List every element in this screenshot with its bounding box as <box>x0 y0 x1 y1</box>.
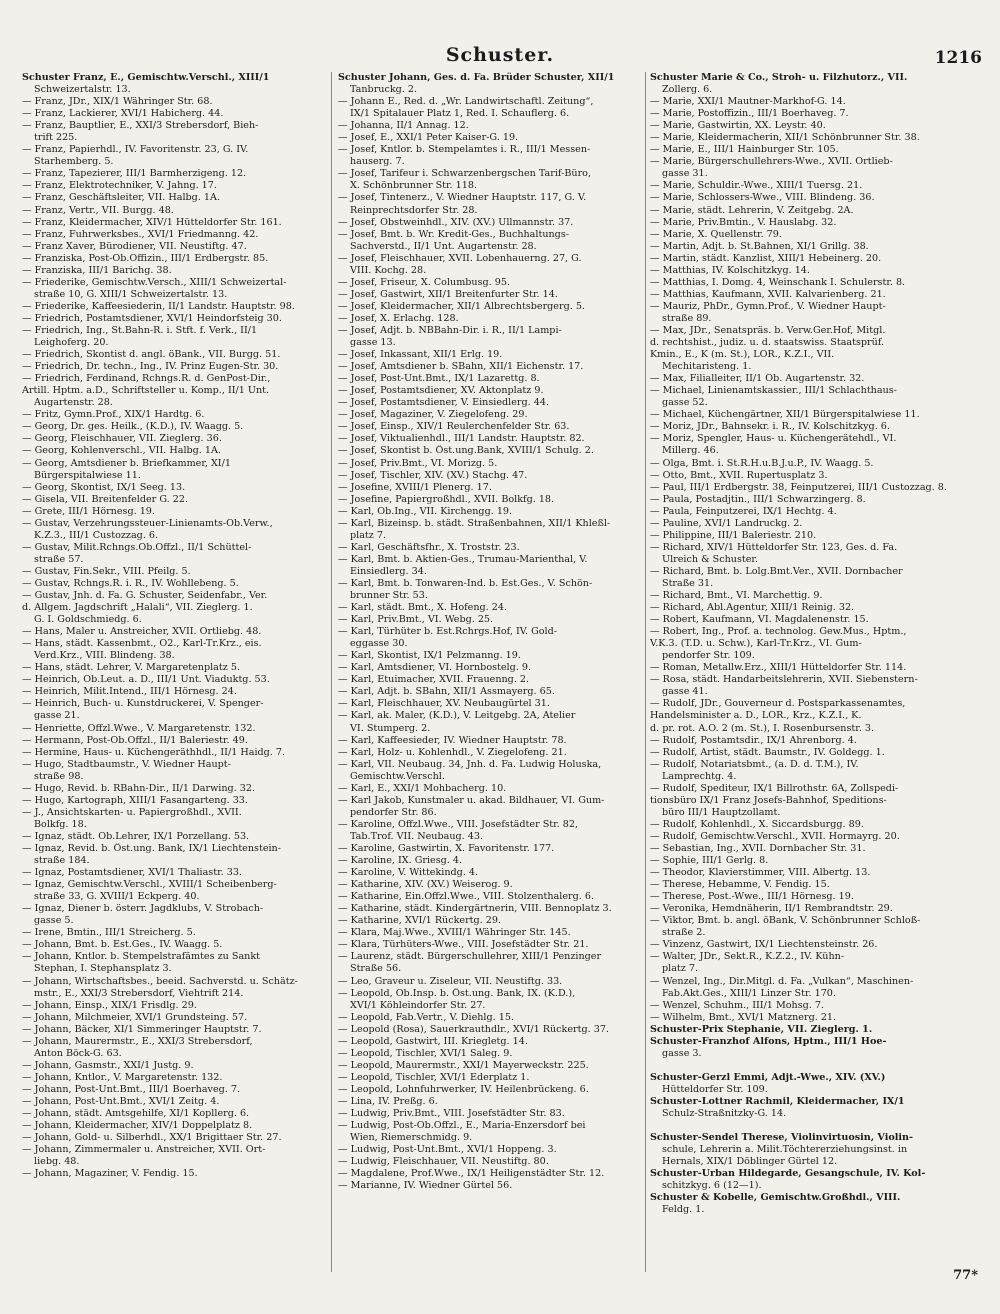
directory-entry-line: — Rudolf, Kohlenhdl., X. Siccardsburgg. 89. <box>650 818 864 830</box>
directory-entry-line: — Karoline, IX. Griesg. 4. <box>338 855 463 867</box>
directory-entry-line: — Sophie, III/1 Gerlg. 8. <box>650 855 769 867</box>
directory-entry-line: — Johann, Magaziner, V. Fendig. 15. <box>22 1168 198 1180</box>
directory-entry-line: — Georg, Skontist, IX/1 Seeg. 13. <box>22 481 186 493</box>
directory-entry-line: — Johann E., Red. d. „Wr. Landwirtschaftl. Zeitung“, <box>338 96 594 108</box>
directory-entry-line: — Theodor, Klavierstimmer, VIII. Albertg. 13. <box>650 867 871 879</box>
directory-entry-line: — Josef, Amtsdiener b. SBahn, XII/1 Eichenstr. 17. <box>338 361 584 373</box>
directory-entry-line: — Franz Xaver, Bürodiener, VII. Neustiftg. 47. <box>22 240 247 252</box>
directory-entry-line: — Karl, Fleischhauer, XV. Neubaugürtel 31. <box>338 698 550 710</box>
directory-entry-line: — Georg, Fleischhauer, VII. Zieglerg. 36. <box>22 433 222 445</box>
directory-entry-line: Schweizertalstr. 13. <box>34 84 131 96</box>
directory-entry-line: — Moriz, Spengler, Haus- u. Küchengerätehdl., VI. <box>650 433 897 445</box>
directory-entry-line: Schulz-Straßnitzky-G. 14. <box>662 1108 787 1120</box>
directory-entry-line: straße 184. <box>34 855 90 867</box>
directory-entry-line: — Rudolf, Notariatsbmt., (a. D. d. T.M.), IV. <box>650 758 859 770</box>
directory-entry-line: — Lina, IV. Preßg. 6. <box>338 1095 438 1107</box>
directory-entry-line: Kmin., E., K (m. St.), LOR., K.Z.I., VII. <box>650 349 835 361</box>
directory-entry-line: — Johann, Maurermstr., E., XXI/3 Strebersdorf, <box>22 1035 253 1047</box>
directory-entry-line: — Karl, Adjt. b. SBahn, XII/1 Assmayerg. 65. <box>338 686 555 698</box>
directory-entry-line: — Josefine, Papiergroßhdl., XVII. Bolkfg. 18. <box>338 493 555 505</box>
directory-entry-line: — Marie, städt. Lehrerin, V. Zeitgebg. 2A. <box>650 204 854 216</box>
directory-entry-line: — Karoline, Offzl.Wwe., VIII. Josefstädter Str. 82, <box>338 818 579 830</box>
directory-entry-line: — Richard, XIV/1 Hütteldorfer Str. 123, Ges. d. Fa. <box>650 541 898 553</box>
directory-entry-line: Fab.Akt.Ges., XIII/1 Linzer Str. 170. <box>662 987 836 999</box>
directory-entry-line: Straße 56. <box>350 963 402 975</box>
directory-entry-line: — Katharine, städt. Kindergärtnerin, VIII. Bennoplatz 3. <box>338 903 612 915</box>
directory-entry-line: — Johann, Kleidermacher, XIV/1 Doppelplatz 8. <box>22 1120 253 1132</box>
directory-entry-line: gasse 41. <box>662 686 708 698</box>
directory-entry-line: — Max, Filialleiter, II/1 Ob. Augartenstr. 32. <box>650 373 865 385</box>
directory-entry-line: — Karl, Amtsdiener, VI. Hornbostelg. 9. <box>338 662 532 674</box>
directory-entry-line: — Ludwig, Fleischhauer, VII. Neustiftg. 80. <box>338 1156 549 1168</box>
directory-entry-line: straße 33, G. XVIII/1 Eckperg. 40. <box>34 891 200 903</box>
directory-entry-line: — Johann, städt. Amtsgehilfe, XI/1 Kopllerg. 6. <box>22 1108 250 1120</box>
directory-entry-line: Tab.Trof. VII. Neubaug. 43. <box>350 830 484 842</box>
page-header-title: Schuster. <box>445 44 555 66</box>
directory-entry-line: — Franz, Fuhrwerksbes., XVI/1 Friedmanng. 42. <box>22 228 259 240</box>
directory-entry-line: — Karl, städt. Bmt., X. Hofeng. 24. <box>338 602 508 614</box>
directory-entry-line: — Katharine, Ein.Offzl.Wwe., VIII. Stolzenthalerg. 6. <box>338 891 595 903</box>
directory-entry-line: straße 10, G. XIII/1 Schweizertalstr. 13. <box>34 288 228 300</box>
directory-entry-line: — Marianne, IV. Wiedner Gürtel 56. <box>338 1180 513 1192</box>
directory-entry-line: — Johann, Bäcker, XI/1 Simmeringer Hauptstr. 7. <box>22 1023 262 1035</box>
directory-entry-line: Hernals, XIX/1 Döblinger Gürtel 12. <box>662 1156 838 1168</box>
directory-entry-line: Augartenstr. 28. <box>34 397 113 409</box>
directory-entry-line: Ulreich & Schuster. <box>662 553 759 565</box>
directory-entry-line: straße 2. <box>662 927 706 939</box>
directory-entry-line: — Karl, Geschäftsfhr., X. Troststr. 23. <box>338 541 520 553</box>
directory-entry-line: VIII. Kochg. 28. <box>350 264 427 276</box>
directory-entry-line: XVI/1 Köhleindorfer Str. 27. <box>350 999 486 1011</box>
directory-entry-line: — Ignaz, Gemischtw.Verschl., XVIII/1 Scheibenberg- <box>22 879 277 891</box>
directory-entry-line: — Josef, Tintenerz., V. Wiedner Hauptstr. 117, G. V. <box>338 192 587 204</box>
directory-entry-line: gasse 13. <box>350 337 396 349</box>
directory-entry-line: — Rudolf, Postamtsdir., IX/1 Ahrenborg. 4. <box>650 734 857 746</box>
directory-entry-head: Schuster-Gerzl Emmi, Adjt.-Wwe., XIV. (XV.) <box>650 1071 886 1083</box>
directory-entry-line: — Matthias, IV. Kolschitzkyg. 14. <box>650 264 810 276</box>
directory-entry-line: — Wilhelm, Bmt., XVI/1 Matznerg. 21. <box>650 1011 837 1023</box>
directory-entry-line: — Josef, Bmt. b. Wr. Kredit-Ges., Buchhaltungs- <box>338 228 569 240</box>
directory-entry-line: — Viktor, Bmt. b. angl. öBank, V. Schönbrunner Schloß- <box>650 915 921 927</box>
directory-entry-line: — Klara, Maj.Wwe., XVIII/1 Währinger Str. 145. <box>338 927 571 939</box>
directory-entry-line: Stephan, I. Stephansplatz 3. <box>34 963 172 975</box>
directory-entry-line: — Karl, Bmt. b. Tonwaren-Ind. b. Est.Ges., V. Schön- <box>338 577 593 589</box>
directory-entry-line: X. Schönbrunner Str. 118. <box>350 180 478 192</box>
directory-entry-line: — Friederike, Kaffeesiederin, II/1 Landstr. Hauptstr. 98. <box>22 300 295 312</box>
directory-entry-line: — Johann, Gasmstr., XXI/1 Justg. 9. <box>22 1059 194 1071</box>
directory-entry-line: — Johann, Milchmeier, XVI/1 Grundsteing. 57. <box>22 1011 248 1023</box>
directory-entry-line: Feldg. 1. <box>662 1204 705 1216</box>
directory-entry-line: — Marie, XXI/1 Mautner-Markhof-G. 14. <box>650 96 846 108</box>
directory-entry-line: — Karl, VII. Neubaug. 34, Jnh. d. Fa. Ludwig Holuska, <box>338 758 602 770</box>
directory-entry-line: — Johann, Wirtschaftsbes., beeid. Sachverstd. u. Schätz- <box>22 975 298 987</box>
directory-entry-line: — Ludwig, Priv.Bmt., VIII. Josefstädter Str. 83. <box>338 1108 565 1120</box>
directory-entry-line: — Friedrich, Skontist d. angl. öBank., VII. Burgg. 51. <box>22 349 281 361</box>
directory-entry-line: — Rudolf, JDr., Gouverneur d. Postsparkassenamtes, <box>650 698 906 710</box>
directory-entry-line: — Johanna, II/1 Annag. 12. <box>338 120 469 132</box>
directory-entry-line: — Rudolf, Spediteur, IX/1 Billrothstr. 6A, Zollspedi- <box>650 782 899 794</box>
directory-entry-line: Bürgerspitalwiese 11. <box>34 469 141 481</box>
directory-entry-line: — Johann, Kntlor., V. Margaretenstr. 132. <box>22 1071 223 1083</box>
directory-column-1 <box>22 72 322 1262</box>
directory-entry-line: — Philippine, III/1 Baleriestr. 210. <box>650 529 817 541</box>
directory-entry-line: — Leopold (Rosa), Sauerkrauthdlr., XVI/1 Rückertg. 37. <box>338 1023 609 1035</box>
directory-entry-line: straße 98. <box>34 770 84 782</box>
directory-entry-line: — Josef, Tischler, XIV. (XV.) Stachg. 47. <box>338 469 528 481</box>
directory-column-3 <box>650 72 950 1262</box>
directory-entry-line: platz 7. <box>662 963 699 975</box>
directory-entry-line: d. Allgem. Jagdschrift „Halali“, VII. Zieglerg. 1. <box>22 602 253 614</box>
directory-entry-line: — Friedrich, Ferdinand, Rchngs.R. d. GenPost-Dir., <box>22 373 271 385</box>
directory-entry-line: — Josef, Adjt. b. NBBahn-Dir. i. R., II/1 Lampi- <box>338 324 562 336</box>
directory-entry-line: — Josef, Postamtsdiener, V. Einsiedlerg. 44. <box>338 397 550 409</box>
directory-entry-line: Starhemberg. 5. <box>34 156 114 168</box>
directory-entry-line: — Olga, Bmt. i. St.R.H.u.B.J.u.P., IV. Waagg. 5. <box>650 457 874 469</box>
directory-entry-line: — Katharine, XIV. (XV.) Weiserog. 9. <box>338 879 513 891</box>
directory-entry-line: — Mauriz, PhDr., Gymn.Prof., V. Wiedner Haupt- <box>650 300 886 312</box>
directory-entry-head: Schuster Marie & Co., Stroh- u. Filzhutorz., VII. <box>650 72 908 83</box>
directory-entry-line: — Martin, städt. Kanzlist, XIII/1 Hebeinerg. 20. <box>650 252 882 264</box>
directory-entry-line: VI. Stumperg. 2. <box>350 722 431 734</box>
footer-signature: 77* <box>953 1268 978 1283</box>
directory-entry-line: — Irene, Bmtin., III/1 Streicherg. 5. <box>22 927 196 939</box>
directory-entry-line: eggasse 30. <box>350 638 408 650</box>
directory-entry-line: — Josef, Post-Unt.Bmt., IX/1 Lazarettg. 8. <box>338 373 540 385</box>
directory-entry-line: — Grete, III/1 Hörnesg. 19. <box>22 505 155 517</box>
directory-entry-line: — Michael, Linienamtskassier., III/1 Schlachthaus- <box>650 385 897 397</box>
directory-entry-line: — Karl Jakob, Kunstmaler u. akad. Bildhauer, VI. Gum- <box>338 794 605 806</box>
directory-entry-line: — Henriette, Offzl.Wwe., V. Margaretenstr. 132. <box>22 722 256 734</box>
directory-entry-line: straße 89. <box>662 312 712 324</box>
directory-entry-line: — Karl, Kaffeesieder, IV. Wiedner Hauptstr. 78. <box>338 734 567 746</box>
directory-entry-line: — Karoline, V. Wittekindg. 4. <box>338 867 479 879</box>
directory-entry-line: Reinprechtsdorfer Str. 28. <box>350 204 478 216</box>
directory-entry-line: — Josef, Friseur, X. Columbusg. 95. <box>338 276 511 288</box>
directory-entry-line: — Franz, Vertr., VII. Burgg. 48. <box>22 204 174 216</box>
directory-entry-line: tionsbüro IX/1 Franz Josefs-Bahnhof, Speditions- <box>650 794 887 806</box>
directory-entry-line: — Karl, Bmt. b. Aktien-Ges., Trumau-Marienthal, V. <box>338 553 588 565</box>
directory-entry-line: — Leopold, Tischler, XVI/1 Ederplatz 1. <box>338 1071 530 1083</box>
directory-entry-line: Artill. Hptm. a.D., Schriftsteller u. Komp., II/1 Unt. <box>22 385 270 397</box>
directory-entry-line: — Richard, Abl.Agentur, XIII/1 Reinig. 32. <box>650 602 855 614</box>
directory-entry-line: — Johann, Einsp., XIX/1 Frisdlg. 29. <box>22 999 197 1011</box>
directory-entry-line: — Johann, Post-Unt.Bmt., XVI/1 Zeitg. 4. <box>22 1095 220 1107</box>
directory-entry-line: — Robert, Kaufmann, VI. Magdalenenstr. 15. <box>650 614 869 626</box>
directory-entry-line: — Josefine, XVIII/1 Plenerg. 17. <box>338 481 492 493</box>
directory-entry-line: — Robert, Ing., Prof. a. technolog. Gew.Mus., Hptm., <box>650 626 907 638</box>
directory-entry-line: — Wenzel, Ing., Dir.Mitgl. d. Fa. „Vulkan“, Maschinen- <box>650 975 914 987</box>
directory-entry-line: — Josef, Postamtsdiener, XV. Aktonplatz 9. <box>338 385 544 397</box>
directory-entry-line: — Karl, Ob.Ing., VII. Kirchengg. 19. <box>338 505 513 517</box>
directory-entry-line: — Ludwig, Post-Unt.Bmt., XVI/1 Hoppeng. 3. <box>338 1144 557 1156</box>
directory-entry-line: platz 7. <box>350 529 387 541</box>
directory-entry-line: — Gustav, Rchngs.R. i. R., IV. Wohllebeng. 5. <box>22 577 239 589</box>
directory-entry-line: — Wenzel, Schuhm., III/1 Mohsg. 7. <box>650 999 825 1011</box>
directory-entry-line: — Leopold, Ob.Insp. b. Öst.ung. Bank, IX. (K.D.), <box>338 987 576 999</box>
directory-entry-line: — Georg, Amtsdiener b. Briefkammer, XI/1 <box>22 457 231 469</box>
directory-entry-line: — Walter, JDr., Sekt.R., K.Z.2., IV. Kühn- <box>650 951 845 963</box>
directory-entry-line: — Josef, Skontist b. Öst.ung.Bank, XVIII/1 Schulg. 2. <box>338 445 594 457</box>
directory-entry-line: — Hugo, Stadtbaumstr., V. Wiedner Haupt- <box>22 758 231 770</box>
directory-entry-head: Schuster-Franzhof Alfons, Hptm., III/1 Hoe- <box>650 1035 887 1047</box>
directory-entry-line: gasse 3. <box>662 1047 702 1059</box>
directory-entry-line: — Josef, X. Erlachg. 128. <box>338 312 459 324</box>
directory-entry-line: — Fritz, Gymn.Prof., XIX/1 Hardtg. 6. <box>22 409 205 421</box>
directory-entry-line: — Marie, Kleidermacherin, XII/1 Schönbrunner Str. 38. <box>650 132 920 144</box>
directory-entry-line: — Hans, städt. Lehrer, V. Margaretenplatz 5. <box>22 662 241 674</box>
directory-entry-line: — Rosa, städt. Handarbeitslehrerin, XVII. Siebenstern- <box>650 674 918 686</box>
directory-entry-line: büro III/1 Hauptzollamt. <box>662 806 781 818</box>
directory-entry-line: — Karl, Türhüter b. Est.Rchrgs.Hof, IV. Gold- <box>338 626 558 638</box>
directory-entry-line: — Friedrich, Ing., St.Bahn-R. i. Stft. f. Verk., II/1 <box>22 324 258 336</box>
directory-entry-line: — Rudolf, Artist, städt. Baumstr., IV. Goldegg. 1. <box>650 746 885 758</box>
directory-entry-line: — Ludwig, Post-Ob.Offzl., E., Maria-Enzersdorf bei <box>338 1120 586 1132</box>
directory-entry-line: — Johann, Gold- u. Silberhdl., XX/1 Brigittaer Str. 27. <box>22 1132 282 1144</box>
directory-entry-line: — Katharine, XVI/1 Rückertg. 29. <box>338 915 502 927</box>
directory-entry-line: d. rechtshist., judiz. u. d. staatswiss. Staatsprüf. <box>650 337 885 349</box>
directory-entry-line: Gemischtw.Verschl. <box>350 770 445 782</box>
directory-entry-line: — Marie, E., III/1 Hainburger Str. 105. <box>650 144 839 156</box>
directory-entry-line: pendorfer Str. 109. <box>662 650 755 662</box>
directory-entry-line: — Karl, Etuimacher, XVII. Frauenng. 2. <box>338 674 530 686</box>
directory-entry-line: — Johann, Kntlor. b. Stempelstrafämtes zu Sankt <box>22 951 261 963</box>
directory-entry-line: — Veronika, Hemdnäherin, II/1 Rembrandtstr. 29. <box>650 903 893 915</box>
directory-entry-line: — Josef, Tarifeur i. Schwarzenbergschen Tarif-Büro, <box>338 168 592 180</box>
directory-entry-line: — Hugo, Kartograph, XIII/1 Fasangarteng. 33. <box>22 794 248 806</box>
directory-entry-line: — Moriz, JDr., Bahnsekr. i. R., IV. Kolschitzkyg. 6. <box>650 421 890 433</box>
directory-entry-line: — Josef, Obstweinhdl., XIV. (XV.) Ullmannstr. 37. <box>338 216 574 228</box>
directory-entry-line: — Paula, Feinputzerei, IX/1 Hechtg. 4. <box>650 505 837 517</box>
directory-entry-line: IX/1 Spitalauer Platz 1, Red. I. Schauflerg. 6. <box>350 108 570 120</box>
directory-entry-line: — Max, JDr., Senatspräs. b. Verw.Ger.Hof, Mitgl. <box>650 324 886 336</box>
directory-entry-line: — Otto, Bmt., XVII. Rupertusplatz 3. <box>650 469 828 481</box>
directory-entry-line: — Hugo, Revid. b. RBahn-Dir., II/1 Darwing. 32. <box>22 782 256 794</box>
directory-entry-line: — Karl, Bizeinsp. b. städt. Straßenbahnen, XII/1 Khleßl- <box>338 517 611 529</box>
directory-entry-line: — Georg, Dr. ges. Heilk., (K.D.), IV. Waagg. 5. <box>22 421 244 433</box>
directory-entry-head: Schuster-Sendel Therese, Violinvirtuosin, Violin- <box>650 1132 913 1144</box>
directory-entry-line: Hütteldorfer Str. 109. <box>662 1083 768 1095</box>
directory-entry-line: — Josef, E., XXI/1 Peter Kaiser-G. 19. <box>338 132 519 144</box>
directory-entry-line: — Franz, Papierhdl., IV. Favoritenstr. 23, G. IV. <box>22 144 249 156</box>
directory-entry-line: — Johann, Bmt. b. Est.Ges., IV. Waagg. 5. <box>22 939 223 951</box>
directory-entry-line: schitzkyg. 6 (12—1). <box>662 1180 762 1192</box>
directory-entry-line: Einsiedlerg. 34. <box>350 565 427 577</box>
directory-entry-line: — Hans, Maler u. Anstreicher, XVII. Ortliebg. 48. <box>22 626 262 638</box>
directory-entry-line: — J., Ansichtskarten- u. Papiergroßhdl., XVII. <box>22 806 242 818</box>
directory-entry-head: Schuster-Prix Stephanie, VII. Zieglerg. 1. <box>650 1023 873 1035</box>
directory-entry-line: Mechitaristeng. 1. <box>662 361 752 373</box>
directory-entry-line: gasse 21. <box>34 710 80 722</box>
directory-entry-line: — Leopold, Tischler, XVI/1 Saleg. 9. <box>338 1047 513 1059</box>
directory-entry-line: Lamprechtg. 4. <box>662 770 737 782</box>
directory-entry-line: — Karl, Priv.Bmt., VI. Webg. 25. <box>338 614 494 626</box>
directory-entry-line <box>650 1120 950 1132</box>
directory-entry-line: — Josef, Magaziner, V. Ziegelofeng. 29. <box>338 409 528 421</box>
directory-entry-line: — Ignaz, Postamtsdiener, XVI/1 Thaliastr. 33. <box>22 867 242 879</box>
directory-entry-line: — Marie, Gastwirtin, XX. Leystr. 40. <box>650 120 826 132</box>
directory-entry-line: d. pr. rot. A.O. 2 (m. St.), I. Rosenbursenstr. 3. <box>650 722 875 734</box>
directory-entry-line: Verd.Krz., VIII. Blindeng. 38. <box>34 650 175 662</box>
directory-entry-line: — Martin, Adjt. b. St.Bahnen, XI/1 Grillg. 38. <box>650 240 869 252</box>
directory-entry-line: straße 57. <box>34 553 84 565</box>
directory-entry-line: — Ignaz, Diener b. österr. Jagdklubs, V. Strobach- <box>22 903 264 915</box>
directory-entry-line: — Josef, Kleidermacher, XII/1 Albrechtsbergerg. 5. <box>338 300 585 312</box>
directory-entry-line: — Karl, E., XXI/1 Mohbacherg. 10. <box>338 782 507 794</box>
directory-entry-line: — Rudolf, Gemischtw.Verschl., XVII. Hormayrg. 20. <box>650 830 900 842</box>
directory-entry-line: — Klara, Türhüters-Wwe., VIII. Josefstädter Str. 21. <box>338 939 589 951</box>
directory-entry-line: Bolkfg. 18. <box>34 818 87 830</box>
directory-entry-line: — Franz, Elektrotechniker, V. Jahng. 17. <box>22 180 217 192</box>
directory-entry-line: Leighoferg. 20. <box>34 337 109 349</box>
directory-entry-head: Schuster-Urban Hildegarde, Gesangschule, IV. Kol- <box>650 1168 926 1180</box>
directory-entry-line: — Matthias, Kaufmann, XVII. Kalvarienberg. 21. <box>650 288 886 300</box>
directory-entry-line: gasse 52. <box>662 397 708 409</box>
column-divider <box>331 72 332 1272</box>
directory-entry-line: — Johann, Post-Unt.Bmt., III/1 Boerhaveg. 7. <box>22 1083 241 1095</box>
directory-entry-line: — Marie, Bürgerschullehrers-Wwe., XVII. Ortlieb- <box>650 156 893 168</box>
page-number: 1216 <box>934 48 982 68</box>
directory-entry-line: — Karl, ak. Maler, (K.D.), V. Leitgebg. 2A, Atelier <box>338 710 576 722</box>
directory-entry-line: — Gustav, Fin.Sekr., VIII. Pfeilg. 5. <box>22 565 191 577</box>
directory-entry-line: — Karoline, Gastwirtin, X. Favoritenstr. 177. <box>338 843 555 854</box>
directory-entry-line: — Friedrich, Postamtsdiener, XVI/1 Heindorfsteig 30. <box>22 312 282 324</box>
directory-entry-line: — Hermine, Haus- u. Küchengeräthhdl., II/1 Haidg. 7. <box>22 746 286 758</box>
directory-entry-line: — Franziska, III/1 Barichg. 38. <box>22 264 172 276</box>
directory-entry-line: K.Z.3., III/1 Custozzag. 6. <box>34 529 159 541</box>
directory-entry-line: — Josef, Viktualienhdl., III/1 Landstr. Hauptstr. 82. <box>338 433 585 445</box>
directory-entry-head: Schuster Franz, E., Gemischtw.Verschl., XIII/1 <box>22 72 270 83</box>
directory-entry-line: — Roman, Metallw.Erz., XIII/1 Hütteldorfer Str. 114. <box>650 662 907 674</box>
column-divider <box>645 72 646 1272</box>
directory-entry-line: — Gustav, Milit.Rchngs.Ob.Offzl., II/1 Schüttel- <box>22 541 252 553</box>
directory-entry-line: — Gisela, VII. Breitenfelder G. 22. <box>22 493 188 505</box>
directory-entry-line: — Marie, Priv.Bmtin., V. Hauslabg. 32. <box>650 216 837 228</box>
directory-entry-line: V.K.3. (T.D. u. Schw.), Karl-Tr.Krz., VI. Gum- <box>650 638 862 650</box>
directory-entry-line: — Ignaz, städt. Ob.Lehrer, IX/1 Porzellang. 53. <box>22 830 250 842</box>
directory-entry-line: — Franz, Tapezierer, III/1 Barmherzigeng. 12. <box>22 168 247 180</box>
directory-entry-line: — Franz, Lackierer, XVI/1 Habicherg. 44. <box>22 108 224 120</box>
directory-entry-line: — Vinzenz, Gastwirt, IX/1 Liechtensteinstr. 26. <box>650 939 878 951</box>
directory-entry-line <box>650 1060 950 1072</box>
directory-entry-line: gasse 31. <box>662 168 708 180</box>
directory-entry-head: Schuster & Kobelle, Gemischtw.Großhdl., VIII. <box>650 1192 901 1204</box>
directory-entry-head: Schuster Johann, Ges. d. Fa. Brüder Schuster, XII/1 <box>338 72 615 83</box>
directory-entry-line: Wien, Riemerschmidg. 9. <box>350 1132 473 1144</box>
directory-entry-line: — Franz, Bauptlier, E., XXI/3 Strebersdorf, Bieh- <box>22 120 259 132</box>
directory-entry-line: — Johann, Zimmermaler u. Anstreicher, XVII. Ort- <box>22 1144 266 1156</box>
directory-entry-line: — Franziska, Post-Ob.Offizin., III/1 Erdbergstr. 85. <box>22 252 269 264</box>
directory-column-2 <box>338 72 638 1262</box>
directory-entry-head: Schuster-Lottner Rachmil, Kleidermacher, IX/1 <box>650 1095 905 1107</box>
directory-entry-line: — Karl, Skontist, IX/1 Pelzmanng. 19. <box>338 650 521 662</box>
directory-entry-line: — Laurenz, städt. Bürgerschullehrer, XIII/1 Penzinger <box>338 951 602 963</box>
directory-entry-line: — Paul, III/1 Erdbergstr. 38, Feinputzerei, III/1 Custozzag. 8. <box>650 481 947 493</box>
directory-entry-line: — Heinrich, Buch- u. Kunstdruckerei, V. Spenger- <box>22 698 264 710</box>
directory-entry-line: gasse 5. <box>34 915 74 927</box>
directory-entry-line: — Marie, Schuldir.-Wwe., XIII/1 Tuersg. 21. <box>650 180 863 192</box>
directory-entry-line: — Leopold, Fab.Vertr., V. Diehlg. 15. <box>338 1011 514 1023</box>
directory-entry-line: — Leopold, Lohnfuhrwerker, IV. Heilenbrückeng. 6. <box>338 1083 589 1095</box>
directory-entry-line: — Richard, Bmt., VI. Marchettig. 9. <box>650 590 823 602</box>
directory-entry-line: — Josef, Fleischhauer, XVII. Lobenhauerng. 27, G. <box>338 252 582 264</box>
directory-entry-line: — Georg, Kohlenverschl., VII. Halbg. 1A. <box>22 445 221 457</box>
directory-entry-line: — Gustav, Verzehrungssteuer-Linienamts-Ob.Verw., <box>22 517 273 529</box>
directory-entry-line: Handelsminister a. D., LOR., Krz., K.Z.I., K. <box>650 710 862 722</box>
directory-entry-line: Straße 31. <box>662 577 714 589</box>
directory-entry-line: — Leopold, Gastwirt, III. Kriegletg. 14. <box>338 1035 528 1047</box>
directory-entry-line: — Franz, Kleidermacher, XIV/1 Hütteldorfer Str. 161. <box>22 216 282 228</box>
directory-entry-line: — Matthias, I. Domg. 4, Weinschank I. Schulerstr. 8. <box>650 276 906 288</box>
directory-entry-line: — Paula, Postadjtin., III/1 Schwarzingerg. 8. <box>650 493 866 505</box>
directory-entry-line: — Josef, Kntlor. b. Stempelamtes i. R., III/1 Messen- <box>338 144 591 156</box>
directory-entry-line: — Magdalene, Prof.Wwe., IX/1 Heiligenstädter Str. 12. <box>338 1168 605 1180</box>
directory-entry-line: brunner Str. 53. <box>350 590 428 602</box>
directory-entry-line: pendorfer Str. 86. <box>350 806 437 818</box>
directory-entry-line: — Marie, X. Quellenstr. 79. <box>650 228 782 240</box>
directory-entry-line: — Heinrich, Ob.Leut. a. D., III/1 Unt. Viaduktg. 53. <box>22 674 270 686</box>
directory-entry-line: — Josef, Priv.Bmt., VI. Morizg. 5. <box>338 457 498 469</box>
directory-entry-line: — Franz, Geschäftsleiter, VII. Halbg. 1A. <box>22 192 221 204</box>
directory-entry-line: — Franz, JDr., XIX/1 Währinger Str. 68. <box>22 96 213 108</box>
directory-entry-line: Tanbruckg. 2. <box>350 84 418 96</box>
directory-entry-line: mstr., E., XXI/3 Strebersdorf, Viehtrift 214. <box>34 987 244 999</box>
directory-entry-line: — Leopold, Maurermstr., XXI/1 Mayerweckstr. 225. <box>338 1059 589 1071</box>
directory-entry-line: — Heinrich, Milit.Intend., III/1 Hörnesg. 24. <box>22 686 237 698</box>
directory-entry-line: G. I. Goldschmiedg. 6. <box>34 614 142 626</box>
directory-entry-line: — Richard, Bmt. b. Lolg.Bmt.Ver., XVII. Dornbacher <box>650 565 903 577</box>
directory-entry-line: — Hermann, Post-Ob.Offzl., II/1 Baleriestr. 49. <box>22 734 248 746</box>
directory-entry-line: — Sebastian, Ing., XVII. Dornbacher Str. 31. <box>650 843 866 854</box>
directory-entry-line: — Marie, Schlossers-Wwe., VIII. Blindeng. 36. <box>650 192 875 204</box>
directory-entry-line: — Pauline, XVI/1 Landruckg. 2. <box>650 517 803 529</box>
directory-entry-line: trift 225. <box>34 132 78 144</box>
directory-entry-line: — Friedrich, Dr. techn., Ing., IV. Prinz Eugen-Str. 30. <box>22 361 279 373</box>
directory-entry-line: — Friederike, Gemischtw.Versch., XIII/1 Schweizertal- <box>22 276 287 288</box>
directory-entry-line: hauserg. 7. <box>350 156 405 168</box>
directory-entry-line: — Therese, Post.-Wwe., III/1 Hörnesg. 19. <box>650 891 854 903</box>
directory-entry-line: — Josef, Gastwirt, XII/1 Breitenfurter Str. 14. <box>338 288 558 300</box>
directory-entry-line: — Therese, Hebamme, V. Fendig. 15. <box>650 879 830 891</box>
directory-entry-line: — Karl, Holz- u. Kohlenhdl., V. Ziegelofeng. 21. <box>338 746 567 758</box>
directory-entry-line: — Leo, Graveur u. Ziseleur, VII. Neustiftg. 33. <box>338 975 563 987</box>
directory-entry-line: Millerg. 46. <box>662 445 719 457</box>
directory-entry-line: Zollerg. 6. <box>662 84 713 96</box>
directory-entry-line: — Josef, Inkassant, XII/1 Erlg. 19. <box>338 349 503 361</box>
directory-entry-line: schule, Lehrerin a. Milit.Töchtererziehungsinst. in <box>662 1144 908 1156</box>
directory-entry-line: — Josef, Einsp., XIV/1 Reulerchenfelder Str. 63. <box>338 421 570 433</box>
directory-entry-line: — Hans, städt. Kassenbmt., O2., Karl-Tr.Krz., eis. <box>22 638 262 650</box>
directory-entry-line: — Ignaz, Revid. b. Öst.ung. Bank, IX/1 Liechtenstein- <box>22 843 281 854</box>
directory-entry-line: — Marie, Postoffizin., III/1 Boerhaveg. 7. <box>650 108 849 120</box>
directory-entry-line: Sachverstd., II/1 Unt. Augartenstr. 28. <box>350 240 537 252</box>
directory-entry-line: Anton Böck-G. 63. <box>34 1047 122 1059</box>
directory-entry-line: — Michael, Küchengärtner, XII/1 Bürgerspitalwiese 11. <box>650 409 920 421</box>
directory-entry-line: — Gustav, Jnh. d. Fa. G. Schuster, Seidenfabr., Ver. <box>22 590 268 602</box>
directory-entry-line: liebg. 48. <box>34 1156 80 1168</box>
